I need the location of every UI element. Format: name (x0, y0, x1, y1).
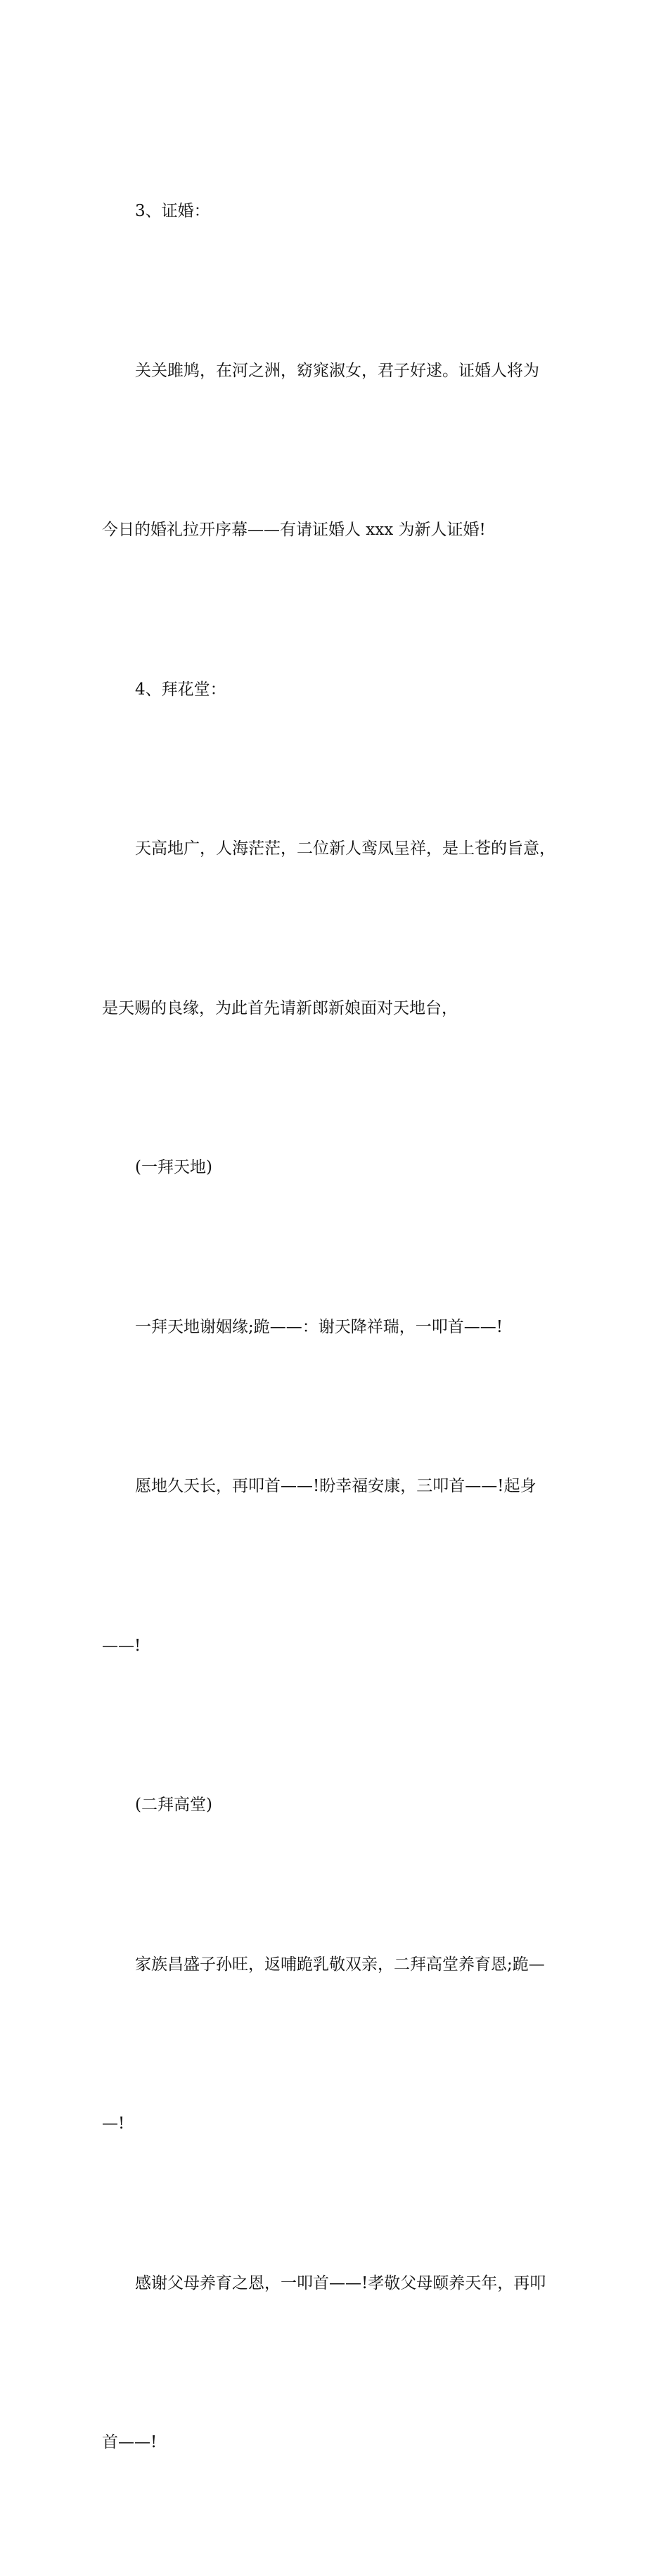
paragraph-line: 一拜天地谢姻缘;跪——：谢天降祥瑞，一叩首——! (135, 1317, 503, 1336)
paragraph-line: 家族昌盛子孙旺，返哺跪乳敬双亲，二拜高堂养育恩;跪— (135, 1955, 545, 1974)
paragraph-line: 愿地久天长，再叩首——!盼幸福安康，三叩首——!起身 (135, 1477, 537, 1495)
paragraph-line: 天高地广，人海茫茫，二位新人鸾凤呈祥，是上苍的旨意， (135, 839, 555, 858)
subheading-heaven-earth: (一拜天地) (135, 1158, 212, 1176)
paragraph-line: 感谢父母养育之恩，一叩首——!孝敬父母颐养天年，再叩 (135, 2273, 546, 2292)
paragraph-line: 今日的婚礼拉开序幕——有请证婚人 xxx 为新人证婚! (102, 521, 486, 539)
paragraph-line: —! (102, 2114, 125, 2133)
paragraph-line: 关关雎鸠，在河之洲，窈窕淑女，君子好逑。证婚人将为 (135, 361, 539, 380)
section-heading-worship: 4、拜花堂： (135, 680, 226, 699)
subheading-parents: (二拜高堂) (135, 1796, 212, 1814)
section-heading-witness: 3、证婚： (135, 202, 210, 220)
paragraph-line: 是天赐的良缘，为此首先请新郎新娘面对天地台， (102, 998, 458, 1017)
paragraph-line: ——! (102, 1636, 141, 1655)
paragraph-line: 首——! (102, 2433, 158, 2451)
document-body (102, 79, 570, 2576)
